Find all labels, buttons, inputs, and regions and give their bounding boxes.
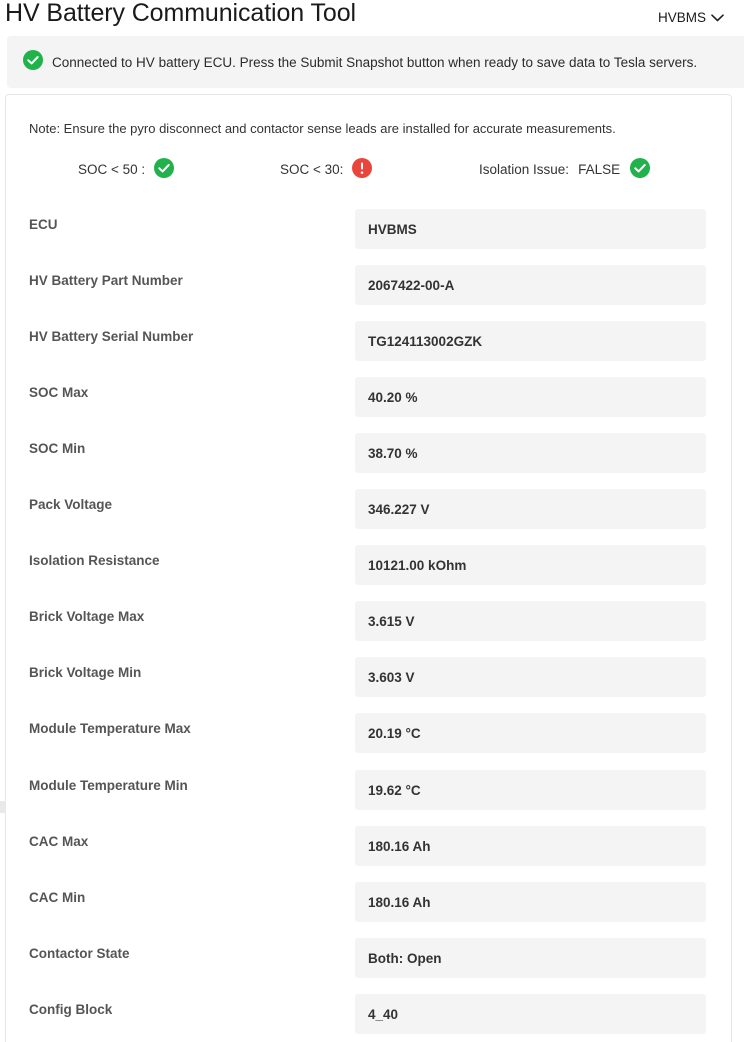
field-label-serial-number: HV Battery Serial Number [29,329,194,344]
field-label-config-block: Config Block [29,1002,113,1017]
field-value-brick-voltage-max: 3.615 V [355,601,706,641]
chevron-down-icon [711,14,724,22]
field-label-soc-max: SOC Max [29,385,89,400]
page-title: HV Battery Communication Tool [5,0,356,27]
header [0,0,744,34]
field-value-soc-min: 38.70 % [355,433,706,473]
field-value-part-number: 2067422-00-A [355,265,706,305]
field-value-config-block: 4_40 [355,994,706,1034]
isolation-issue-status [479,158,650,180]
field-value-contactor-state: Both: Open [355,938,706,978]
panel-edge-divider [0,801,6,813]
field-value-module-temp-max: 20.19 °C [355,713,706,753]
check-circle-icon [630,158,650,181]
soc-below-50-label: SOC < 50 : [78,161,146,177]
field-label-contactor-state: Contactor State [29,946,130,961]
soc-below-30-label: SOC < 30: [280,161,344,177]
field-label-brick-voltage-min: Brick Voltage Min [29,665,142,680]
field-label-cac-max: CAC Max [29,834,89,849]
field-value-brick-voltage-min: 3.603 V [355,657,706,697]
field-label-brick-voltage-max: Brick Voltage Max [29,609,145,624]
field-value-soc-max: 40.20 % [355,377,706,417]
note-text: Note: Ensure the pyro disconnect and contactor sense leads are installed for accurate measurements. [29,121,616,136]
banner-message: Connected to HV battery ECU. Press the Submit Snapshot button when ready to save data to Tesla servers. [52,54,698,70]
field-value-ecu: HVBMS [355,209,706,249]
field-label-part-number: HV Battery Part Number [29,273,183,288]
field-label-isolation-resistance: Isolation Resistance [29,553,160,568]
field-value-cac-min: 180.16 Ah [355,882,706,922]
field-label-cac-min: CAC Min [29,890,86,905]
field-label-pack-voltage: Pack Voltage [29,497,113,512]
field-value-module-temp-min: 19.62 °C [355,770,706,810]
field-label-module-temp-max: Module Temperature Max [29,721,191,736]
field-value-isolation-resistance: 10121.00 kOhm [355,545,706,585]
alert-circle-icon [352,158,372,181]
ecu-dropdown[interactable] [658,10,724,25]
ecu-dropdown-value: HVBMS [657,10,706,25]
field-label-ecu: ECU [29,217,58,232]
field-label-soc-min: SOC Min [29,441,86,456]
check-circle-icon [154,158,174,181]
isolation-issue-label: Isolation Issue: [479,161,570,177]
soc-below-50-status [78,158,174,180]
check-circle-icon [23,50,43,75]
field-label-module-temp-min: Module Temperature Min [29,778,188,793]
isolation-issue-value: FALSE [578,161,621,177]
soc-below-30-status [280,158,372,180]
field-value-cac-max: 180.16 Ah [355,826,706,866]
connection-banner [7,36,744,88]
field-value-serial-number: TG124113002GZK [355,321,706,361]
field-value-pack-voltage: 346.227 V [355,489,706,529]
